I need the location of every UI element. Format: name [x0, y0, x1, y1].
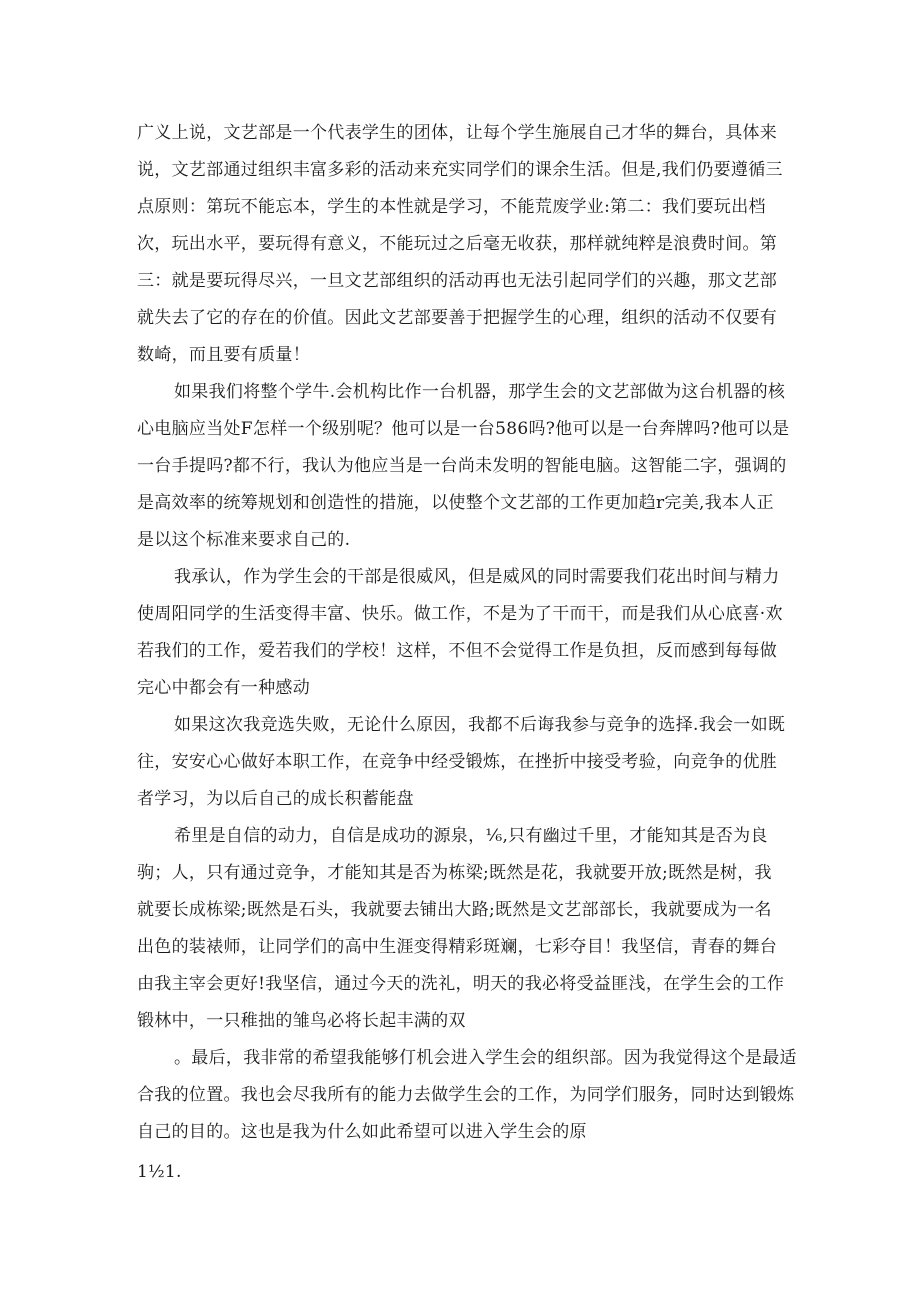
paragraph-4-line-3: 者学习，为以后自己的成长积蓄能盘	[137, 789, 414, 809]
paragraph-2-line-4: 是高效率的统筹规划和创造性的措施，以使整个文艺部的工作更加趋r完美,我本人正	[137, 493, 774, 513]
paragraph-2-line-5: 是以这个标准来要求自己的.	[137, 530, 351, 550]
paragraph-2-line-1: 如果我们将整个学牛.会机构比作一台机器，那学生会的文艺部做为这台机器的核	[174, 382, 786, 402]
paragraph-6-line-3: 自己的目的。这也是我为什么如此希望可以进入学生会的原	[137, 1122, 587, 1142]
paragraph-5-line-1: 希里是自信的动力，自信是成功的源泉，⅟₆,只有幽过千里，才能知其是否为良	[174, 826, 768, 846]
paragraph-1-line-7: 数崎，而且要有质量！	[137, 345, 310, 365]
paragraph-5-line-3: 就要长成栋梁;既然是石头，我就要去铺出大路;既然是文艺部部长，我就要成为一名	[137, 900, 772, 920]
paragraph-5-line-2: 驹；人，只有通过竞争，才能知其是否为栋梁;既然是花，我就要开放;既然是树，我	[137, 863, 772, 883]
paragraph-2-line-3: 一台手提吗?都不行，我认为他应当是一台尚未发明的智能电脑。这智能二字，强调的	[137, 456, 787, 476]
trailing-fragment: 1½1.	[137, 1162, 182, 1182]
paragraph-1-line-3: 点原则：第玩不能忘本，学生的本性就是学习，不能荒废学业:第二：我们要玩出档	[137, 197, 766, 217]
paragraph-5-line-4: 出色的装裱师，让同学们的高中生涯变得精彩斑斓，七彩夺目！我坚信，青春的舞台	[137, 937, 778, 957]
paragraph-1-line-1: 广义上说，文艺部是一个代表学生的团体，让每个学生施展自己才华的舞台，具体来	[137, 123, 778, 143]
paragraph-6-line-2: 合我的位置。我也会尽我所有的能力去做学生会的工作，为同学们服务，同时达到锻炼	[137, 1085, 795, 1105]
paragraph-3-line-4: 完心中都会有一种感动	[137, 678, 310, 698]
paragraph-6-line-1: 。最后，我非常的希望我能够仃机会进入学生会的组织部。因为我觉得这个是最适	[174, 1048, 797, 1068]
paragraph-3-line-3: 若我们的工作，爱若我们的学校！这样，不但不会觉得工作是负担，反而感到每每做	[137, 641, 778, 661]
paragraph-3-line-1: 我承认，作为学生会的干部是很威风，但是威风的同时需要我们花出时间与精力	[174, 567, 780, 587]
paragraph-1-line-5: 三：就是要玩得尽兴，一旦文艺部组织的活动再也无法引起同学们的兴趣，那文艺部	[137, 271, 778, 291]
paragraph-5-line-6: 锻林中，一只稚拙的雏鸟必将长起丰满的双	[137, 1011, 466, 1031]
paragraph-1-line-2: 说，文艺部通过组织丰富多彩的活动来充实同学们的课余生活。但是,我们仍要遵循三	[137, 160, 783, 180]
paragraph-1-line-6: 就失去了它的存在的价值。因此文艺部要善于把握学生的心理，组织的活动不仅要有	[137, 308, 778, 328]
paragraph-2-line-2: 心电脑应当处F怎样一个级别呢？他可以是一台586吗?他可以是一台奔牌吗?他可以是	[137, 419, 790, 439]
paragraph-4-line-1: 如果这次我竞选失败，无论什么原因，我都不后诲我参与竞争的选择.我会一如既	[174, 715, 786, 735]
paragraph-1-line-4: 次，玩出水平，要玩得有意义，不能玩过之后毫无收获，那样就纯粹是浪费时间。第	[137, 234, 778, 254]
paragraph-3-line-2: 使周阳同学的生活变得丰富、快乐。做工作，不是为了干而干，而是我们从心底喜·欢	[137, 604, 783, 624]
paragraph-5-line-5: 由我主宰会更好!我坚信，通过今天的洗礼，明天的我必将受益匪浅，在学生会的工作	[137, 974, 785, 994]
paragraph-4-line-2: 往，安安心心做好本职工作，在竞争中经受锻炼，在挫折中接受考验，向竞争的优胜	[137, 752, 778, 772]
